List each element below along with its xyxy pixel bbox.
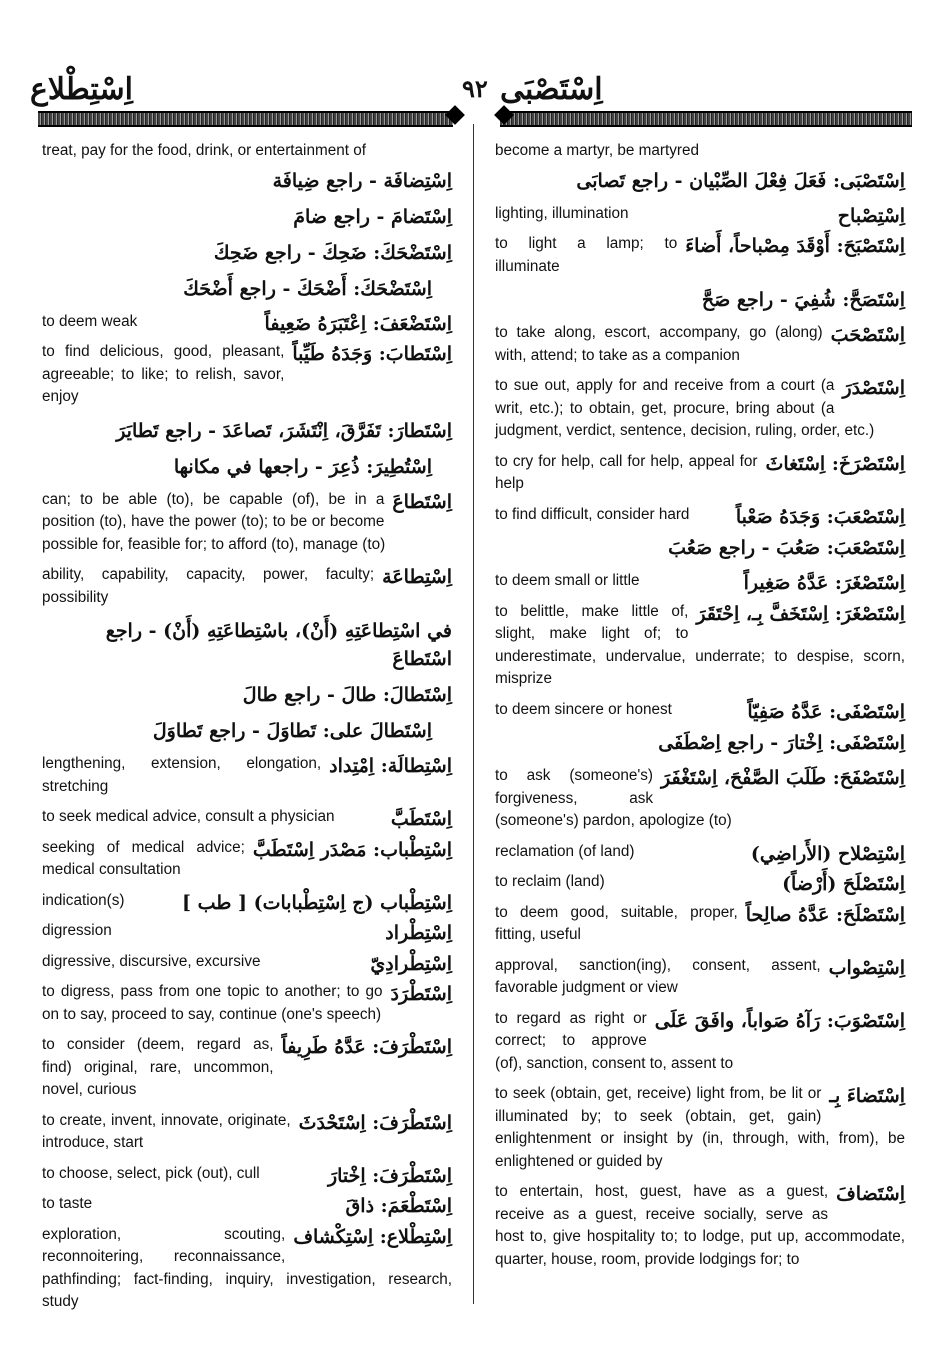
arabic-entry: اِسْتَضامَ - راجع ضامَ — [293, 205, 452, 228]
arabic-headword: اِسْتَصْعَبَ: وَجَدَهُ صَعْباً — [735, 505, 905, 528]
dictionary-entry — [495, 699, 905, 722]
english-definition: to deem good, suitable, proper, fitting, useful — [495, 903, 738, 943]
dictionary-entry — [495, 203, 905, 226]
english-definition: to consider (deem, regard as, find) original, rare, uncommon, novel, curious — [42, 1036, 274, 1098]
arabic-headword: اِسْتَضاءَ بِـ — [829, 1085, 905, 1107]
arabic-headword: اِسْتِطْباب (ج اِسْتِطْبابات) [ طب ] — [181, 891, 452, 914]
arabic-headword: اِسْتَطْعَمَ: ذاقَ — [345, 1195, 452, 1217]
arabic-entry: اِسْتَصَحَّ: شُفِيَ - راجع صَحَّ — [701, 289, 905, 311]
dictionary-entry — [42, 489, 452, 557]
arabic-headword: اِسْتِطالَة: اِمْتِداد — [329, 755, 452, 777]
dictionary-entry — [42, 1034, 452, 1102]
dictionary-entry — [495, 504, 905, 527]
arabic-entry: اِسْتَضْحَكَ: ضَحِكَ - راجع ضَحِكَ — [213, 241, 452, 264]
dictionary-entry — [42, 806, 452, 829]
dictionary-entry — [495, 1181, 905, 1271]
english-definition: lighting, illumination — [495, 204, 629, 222]
dictionary-entry — [42, 1193, 452, 1216]
arabic-headword: اِسْتَصْوَبَ: رَآهُ صَواباً، وافَقَ عَلَى — [654, 1009, 905, 1032]
arabic-entry: اِسْتَطارَ: تَفَرَّقَ، اِنْتَشَرَ، تَصاعَدَ - راجع تَطايَرَ — [116, 419, 452, 442]
english-definition: to ask (someone's) forgiveness, ask (someone's) pardon, apologize (to) — [495, 767, 732, 829]
arabic-headword: اِسْتَطْرَدَ — [390, 983, 452, 1005]
dictionary-entry — [42, 341, 452, 409]
english-definition: to take along, escort, accompany, go (along) with, attend; to take as a companion — [495, 324, 823, 364]
dictionary-entry — [495, 601, 905, 691]
english-definition: to seek medical advice, consult a physician — [42, 808, 335, 825]
arabic-entry: اِسْتَصْبَى: فَعَلَ فِعْلَ الصِّبْيان - راجع تَصابَى — [576, 169, 905, 192]
dictionary-entry — [495, 765, 905, 833]
english-definition: to entertain, host, guest, have as a guest, receive as a guest, receive socially, serve as host to, give hospitality to; to lodge, put up, accommodate, quarter, house, room, provide lodgings for; to — [495, 1183, 905, 1268]
english-definition: digressive, discursive, excursive — [42, 952, 261, 970]
arabic-headword: اِسْتَصْلَحَ (أَرْضاً) — [782, 873, 905, 895]
english-definition: to light a lamp; to illuminate — [495, 235, 678, 275]
dictionary-entry — [495, 841, 905, 864]
dictionary-entry — [495, 322, 905, 367]
english-definition: to deem small or little — [495, 572, 640, 589]
english-definition: ability, capability, capacity, power, faculty; possibility — [42, 566, 375, 606]
english-definition: to belittle, make little of, slight, make light of; to underestimate, undervalue, underrate; to despise, scorn, misprize — [495, 602, 905, 687]
dictionary-entry — [495, 871, 905, 894]
english-definition: to choose, select, pick (out), cull — [42, 1164, 260, 1182]
arabic-entry: اِسْتُطِيرَ: ذُعِرَ - راجعها في مكانها — [173, 455, 432, 478]
arabic-headword: اِسْتِطْرادِيّ — [370, 952, 452, 975]
dictionary-entry — [495, 1083, 905, 1173]
english-definition: to find delicious, good, pleasant, agreeable; to like; to relish, savor, enjoy — [42, 343, 285, 405]
english-definition: treat, pay for the food, drink, or entertainment of — [42, 142, 366, 159]
english-definition: become a martyr, be martyred — [495, 142, 700, 159]
english-definition: to seek (obtain, get, receive) light from, be lit or illuminated by; to seek (obtain, get, gain) enlightenment or insight by (in, through, with, from), be enlightened or guided by — [495, 1085, 905, 1170]
arabic-headword: اِسْتَضافَ — [836, 1183, 905, 1205]
english-definition: to sue out, apply for and receive from a court (a writ, etc.); to obtain, get, procure, bring about (a judgment, verdict, sentence, decision, ruling, order, etc.) — [495, 377, 875, 439]
arabic-headword: اِسْتَصْدَرَ — [842, 377, 905, 399]
arabic-headword: اِسْتَصْغَرَ: اِسْتَخَفَّ بِـ، اِحْتَقَرَ — [696, 602, 905, 625]
right-column — [495, 140, 905, 1279]
dictionary-entry — [42, 951, 452, 974]
english-definition: lengthening, extension, elongation, stretching — [42, 755, 322, 795]
dictionary-entry — [42, 920, 452, 943]
english-definition: to find difficult, consider hard — [495, 505, 690, 523]
header-rule-right — [500, 111, 912, 127]
arabic-entry: اِسْتِضافَة - راجع ضِيافَة — [272, 169, 452, 192]
arabic-headword: اِسْتَطابَ: وَجَدَهُ طَيِّباً — [292, 343, 452, 365]
dictionary-entry — [42, 981, 452, 1026]
english-definition: to create, invent, innovate, originate, introduce, start — [42, 1111, 291, 1151]
arabic-headword: اِسْتَصْغَرَ: عَدَّهُ صَغِيراً — [743, 572, 905, 594]
english-definition: indication(s) — [42, 891, 125, 909]
dictionary-entry — [42, 1224, 452, 1314]
arabic-headword: اِسْتِطْباب: مَصْدَر اِسْتَطَبَّ — [252, 838, 452, 861]
guide-word-right: اِسْتَصْبَى — [500, 72, 603, 107]
arabic-headword: اِسْتَطَبَّ — [390, 808, 452, 830]
arabic-headword: اِسْتِصْباح — [837, 204, 905, 227]
arabic-headword: اِسْتَصْبَحَ: أَوْقَدَ مِصْباحاً، أَضاءَ — [685, 235, 905, 257]
dictionary-entry — [495, 375, 905, 443]
english-definition: reclamation (of land) — [495, 842, 635, 860]
arabic-headword: اِسْتَطاعَ — [392, 490, 452, 513]
english-definition: to deem weak — [42, 312, 138, 330]
arabic-entry: اِسْتَضْحَكَ: أَضْحَكَ - راجع أَضْحَكَ — [183, 277, 432, 300]
arabic-entry: اِسْتَطالَ: طالَ - راجع طالَ — [242, 684, 452, 706]
dictionary-entry — [495, 902, 905, 947]
dictionary-entry — [42, 1110, 452, 1155]
guide-word-left: اِسْتِطْلاع — [30, 72, 133, 107]
dictionary-entry — [42, 1163, 452, 1186]
arabic-headword: اِسْتَطْرَفَ: عَدَّهُ طَرِيفاً — [281, 1036, 452, 1058]
english-definition: to reclaim (land) — [495, 873, 605, 890]
left-column — [42, 140, 452, 1322]
arabic-headword: اِسْتَصْرَخَ: اِسْتَغاثَ — [765, 452, 905, 475]
english-definition: can; to be able (to), be capable (of), be in a position (to), have the power (to); to be or become possible for, feasible for; to afford (to), manage (to) — [42, 490, 386, 553]
dictionary-entry — [495, 570, 905, 593]
arabic-headword: اِسْتَصْلَحَ: عَدَّهُ صالِحاً — [745, 903, 905, 926]
english-definition: to cry for help, call for help, appeal for help — [495, 452, 758, 492]
english-definition: digression — [42, 922, 112, 939]
arabic-entry: اِسْتَطالَ على: تَطاوَلَ - راجع تَطاوَلَ — [152, 720, 432, 742]
header-rule-left — [38, 111, 453, 127]
dictionary-entry — [42, 753, 452, 798]
arabic-headword: اِسْتَطْرَفَ: اِسْتَحْدَثَ — [298, 1111, 452, 1134]
page-number: ٩٢ — [462, 74, 488, 103]
english-definition: seeking of medical advice; medical consultation — [42, 838, 245, 878]
english-definition: to regard as right or correct; to approve (of), sanction, consent to, assent to — [495, 1009, 734, 1072]
arabic-headword: اِسْتَصْفَحَ: طَلَبَ الصَّفْحَ، اِسْتَغْفَرَ — [661, 767, 905, 789]
english-definition: to digress, pass from one topic to another; to go on to say, proceed to say, continue (one's speech) — [42, 983, 383, 1023]
dictionary-entry — [495, 233, 905, 278]
dictionary-entry — [42, 890, 452, 913]
arabic-headword: اِسْتَصْحَبَ — [830, 324, 905, 346]
dictionary-entry — [42, 564, 452, 609]
arabic-entry: في اسْتِطاعَتِهِ (أَنْ)، باسْتِطاعَتِهِ (أَنْ) - راجع اسْتَطاعَ — [105, 620, 452, 670]
dictionary-entry — [495, 140, 905, 163]
arabic-headword: اِسْتِطْلاع: اِسْتِكْشاف — [293, 1225, 452, 1248]
dictionary-entry — [42, 837, 452, 882]
arabic-headword: اِسْتِصْواب — [828, 956, 905, 979]
dictionary-entry — [495, 451, 905, 496]
english-definition: to taste — [42, 1195, 93, 1212]
arabic-headword: اِسْتِطاعَة — [382, 566, 452, 588]
dictionary-entry — [495, 955, 905, 1000]
arabic-headword: اِسْتَطْرَفَ: اِخْتارَ — [327, 1164, 452, 1187]
arabic-headword: اِسْتَضْعَفَ: اِعْتَبَرَهُ ضَعِيفاً — [264, 312, 452, 335]
arabic-entry: اِسْتَصْعَبَ: صَعُبَ - راجع صَعُبَ — [668, 537, 905, 559]
english-definition: to deem sincere or honest — [495, 700, 672, 718]
english-definition: approval, sanction(ing), consent, assent, favorable judgment or view — [495, 956, 821, 996]
arabic-headword: اِسْتِطْراد — [385, 922, 452, 944]
english-definition: exploration, scouting, reconnoitering, reconnaissance, pathfinding; fact-finding, inquiry, investigation, research, study — [42, 1225, 452, 1310]
arabic-headword: اِسْتِصْلاح (الأَراضِي) — [750, 842, 905, 865]
dictionary-entry — [42, 140, 452, 163]
arabic-headword: اِسْتَصْفَى: عَدَّهُ صَفِيّاً — [747, 700, 905, 723]
arabic-entry: اِسْتَصْفَى: اِخْتارَ - راجع اِصْطَفَى — [658, 732, 905, 754]
dictionary-entry — [42, 311, 452, 334]
dictionary-entry — [495, 1008, 905, 1076]
column-divider — [473, 124, 474, 1304]
